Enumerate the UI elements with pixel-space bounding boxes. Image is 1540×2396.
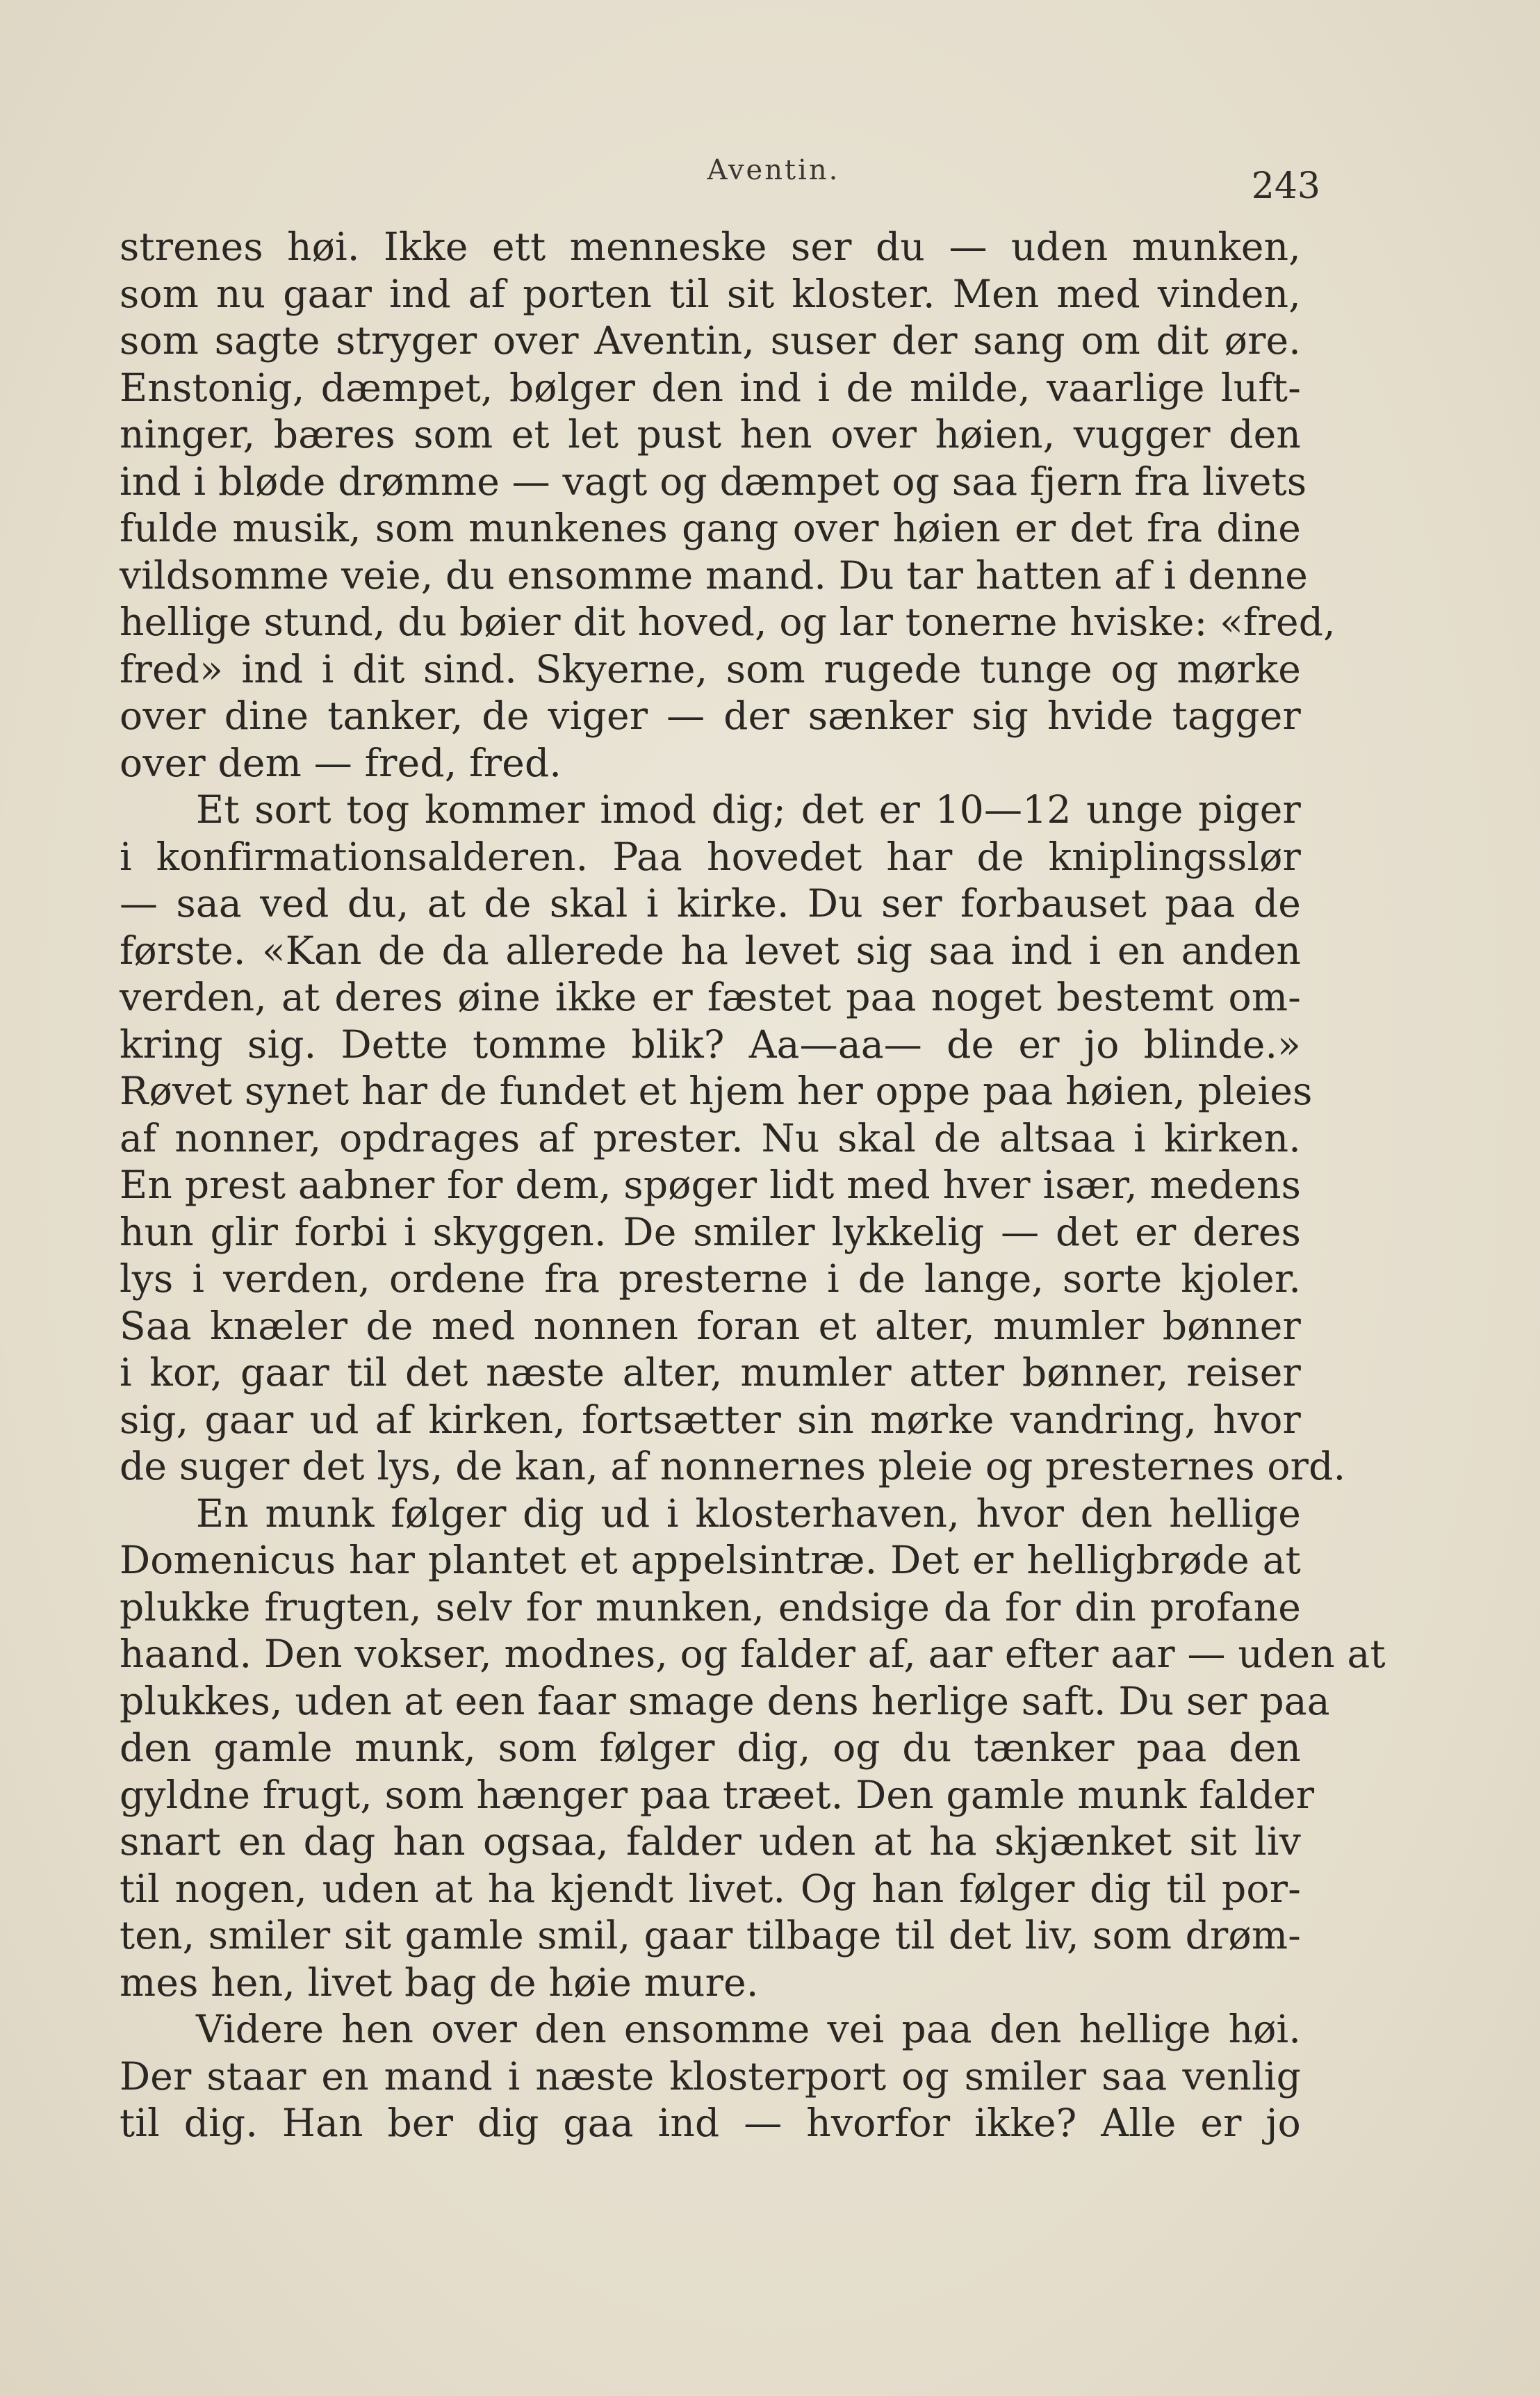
text-line: Enstonig, dæmpet, bølger den ind i de milde, vaarlige luft- <box>120 365 1301 410</box>
text-line: lys i verden, ordene fra presterne i de lange, sorte kjoler. <box>120 1256 1301 1301</box>
text-line: ind i bløde drømme — vagt og dæmpet og saa fjern fra livets <box>120 459 1307 504</box>
text-line: Et sort tog kommer imod dig; det er 10—12 unge piger <box>196 787 1301 832</box>
text-line: Videre hen over den ensomme vei paa den hellige høi. <box>196 2007 1301 2051</box>
text-line: ninger, bæres som et let pust hen over høien, vugger den <box>120 412 1301 457</box>
text-line: — saa ved du, at de skal i kirke. Du ser forbauset paa de <box>120 881 1301 926</box>
text-line: i konfirmationsalderen. Paa hovedet har de kniplingsslør <box>120 834 1301 879</box>
text-line: i kor, gaar til det næste alter, mumler atter bønner, reiser <box>120 1350 1301 1395</box>
text-line: plukkes, uden at een faar smage dens herlige saft. Du ser paa <box>120 1678 1330 1723</box>
text-line: de suger det lys, de kan, af nonnernes pleie og presternes ord. <box>120 1444 1346 1488</box>
text-line: til nogen, uden at ha kjendt livet. Og han følger dig til por- <box>120 1866 1301 1911</box>
text-line: haand. Den vokser, modnes, og falder af, aar efter aar — uden at <box>120 1632 1386 1676</box>
paragraph-3 <box>120 1491 1386 2007</box>
text-line: Der staar en mand i næste klosterport og smiler saa venlig <box>120 2053 1301 2099</box>
text-line: En prest aabner for dem, spøger lidt med hver især, medens <box>120 1163 1301 1207</box>
text-line: som sagte stryger over Aventin, suser der sang om dit øre. <box>120 318 1301 363</box>
text-line: sig, gaar ud af kirken, fortsætter sin mørke vandring, hvor <box>120 1397 1301 1442</box>
text-line: kring sig. Dette tomme blik? Aa—aa— de er jo blinde.» <box>120 1021 1301 1067</box>
paragraph-1 <box>120 224 1336 787</box>
text-line: Røvet synet har de fundet et hjem her oppe paa høien, pleies <box>120 1069 1313 1113</box>
paragraph-2 <box>120 787 1346 1491</box>
text-line: En munk følger dig ud i klosterhaven, hvor den hellige <box>196 1491 1301 1536</box>
text-line: første. «Kan de da allerede ha levet sig saa ind i en anden <box>120 928 1301 973</box>
text-line: hellige stund, du bøier dit hoved, og lar tonerne hviske: «fred, <box>120 600 1336 644</box>
text-line: vildsomme veie, du ensomme mand. Du tar hatten af i denne <box>120 552 1308 598</box>
text-line: fulde musik, som munkenes gang over høien er det fra dine <box>120 506 1301 550</box>
text-line: Domenicus har plantet et appelsintræ. Det er helligbrøde at <box>120 1538 1301 1582</box>
text-line: ten, smiler sit gamle smil, gaar tilbage til det liv, som drøm- <box>120 1913 1301 1958</box>
text-line: over dem — fred, fred. <box>120 740 562 785</box>
text-line: hun glir forbi i skyggen. De smiler lykkelig — det er deres <box>120 1209 1301 1254</box>
text-line: til dig. Han ber dig gaa ind — hvorfor ikke? Alle er jo <box>120 2101 1301 2145</box>
text-line: fred» ind i dit sind. Skyerne, som rugede tunge og mørke <box>120 646 1301 691</box>
page-number: 243 <box>1251 165 1320 207</box>
text-line: som nu gaar ind af porten til sit kloster. Men med vinden, <box>120 271 1301 316</box>
text-line: over dine tanker, de viger — der sænker sig hvide tagger <box>120 694 1301 738</box>
paragraph-4 <box>120 2006 1301 2147</box>
text-line: mes hen, livet bag de høie mure. <box>120 1960 759 2005</box>
text-line: snart en dag han ogsaa, falder uden at ha skjænket sit liv <box>120 1819 1301 1864</box>
text-line: den gamle munk, som følger dig, og du tænker paa den <box>120 1725 1301 1770</box>
running-title: Aventin. <box>707 154 840 186</box>
text-line: gyldne frugt, som hænger paa træet. Den gamle munk falder <box>120 1772 1315 1817</box>
text-line: Saa knæler de med nonnen foran et alter, mumler bønner <box>120 1303 1301 1348</box>
text-line: verden, at deres øine ikke er fæstet paa noget bestemt om- <box>120 975 1301 1019</box>
body-text <box>120 224 1386 2147</box>
text-line: strenes høi. Ikke ett menneske ser du — uden munken, <box>120 224 1301 269</box>
text-line: af nonner, opdrages af prester. Nu skal de altsaa i kirken. <box>120 1115 1301 1160</box>
text-line: plukke frugten, selv for munken, endsige da for din profane <box>120 1584 1301 1630</box>
